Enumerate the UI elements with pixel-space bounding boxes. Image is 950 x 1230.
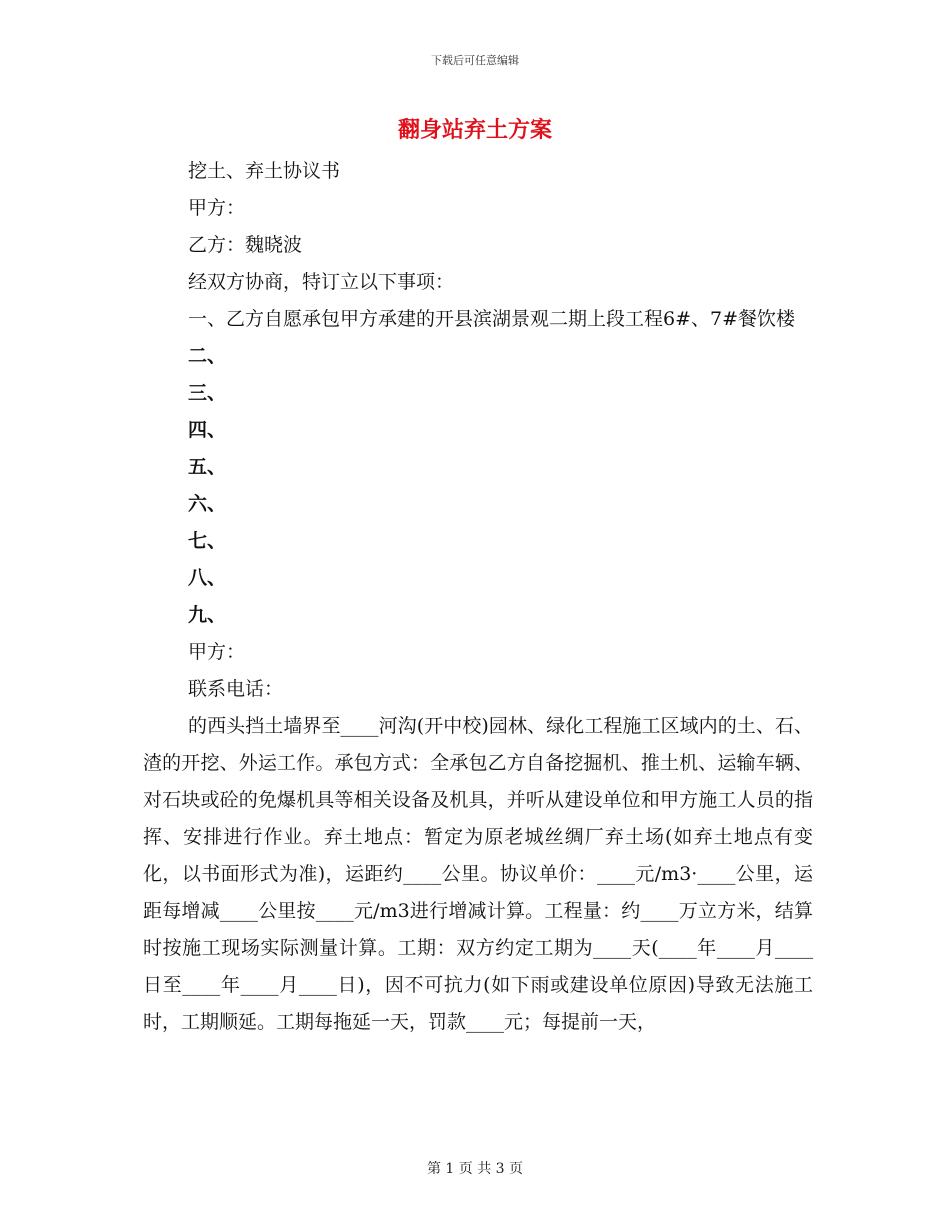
clause-4: 四、 xyxy=(188,419,227,441)
clause-8: 八、 xyxy=(188,567,227,589)
party-a-line: 甲方： xyxy=(188,197,246,219)
document-body xyxy=(143,153,813,1041)
scope-paragraph: 的西头挡土墙界至____河沟(开中校)园林、绿化工程施工区域内的土、石、渣的开挖、外运工作。承包方式：全承包乙方自备挖掘机、推土机、运输车辆、对石块或砼的免爆机具等相关设备及机具，并听从建设单位和甲方施工人员的指挥、安排进行作业。弃土地点：暂定为原老城丝绸厂弃土场(如弃土地点有变化，以书面形式为准)，运距约____公里。协议单价：____元/m3·____公里，运距每增减____公里按____元/m3进行增减计算。工程量：约____万立方米，结算时按施工现场实际测量计算。工期：双方约定工期为____天(____年____月____日至____年____月____日)，因不可抗力(如下雨或建设单位原因)导致无法施工时，工期顺延。工期每拖延一天，罚款____元；每提前一天， xyxy=(143,715,813,1033)
preamble-line: 经双方协商，特订立以下事项： xyxy=(188,271,455,293)
contact-phone-line: 联系电话： xyxy=(188,678,284,700)
clause-2: 二、 xyxy=(188,345,227,367)
clause-1: 一、乙方自愿承包甲方承建的开县滨湖景观二期上段工程6#、7#餐饮楼 xyxy=(188,308,796,330)
party-b-line: 乙方：魏晓波 xyxy=(188,234,303,256)
header-note: 下载后可任意编辑 xyxy=(431,54,519,67)
clause-6: 六、 xyxy=(188,493,227,515)
clause-5: 五、 xyxy=(188,456,227,478)
clause-7: 七、 xyxy=(188,530,227,552)
agreement-heading: 挖土、弃土协议书 xyxy=(188,160,341,182)
clause-3: 三、 xyxy=(188,382,227,404)
page-footer: 第 1 页 共 3 页 xyxy=(426,1161,524,1177)
signature-party-a: 甲方： xyxy=(188,641,246,663)
document-title: 翻身站弃土方案 xyxy=(397,118,552,143)
clause-9: 九、 xyxy=(188,604,227,626)
